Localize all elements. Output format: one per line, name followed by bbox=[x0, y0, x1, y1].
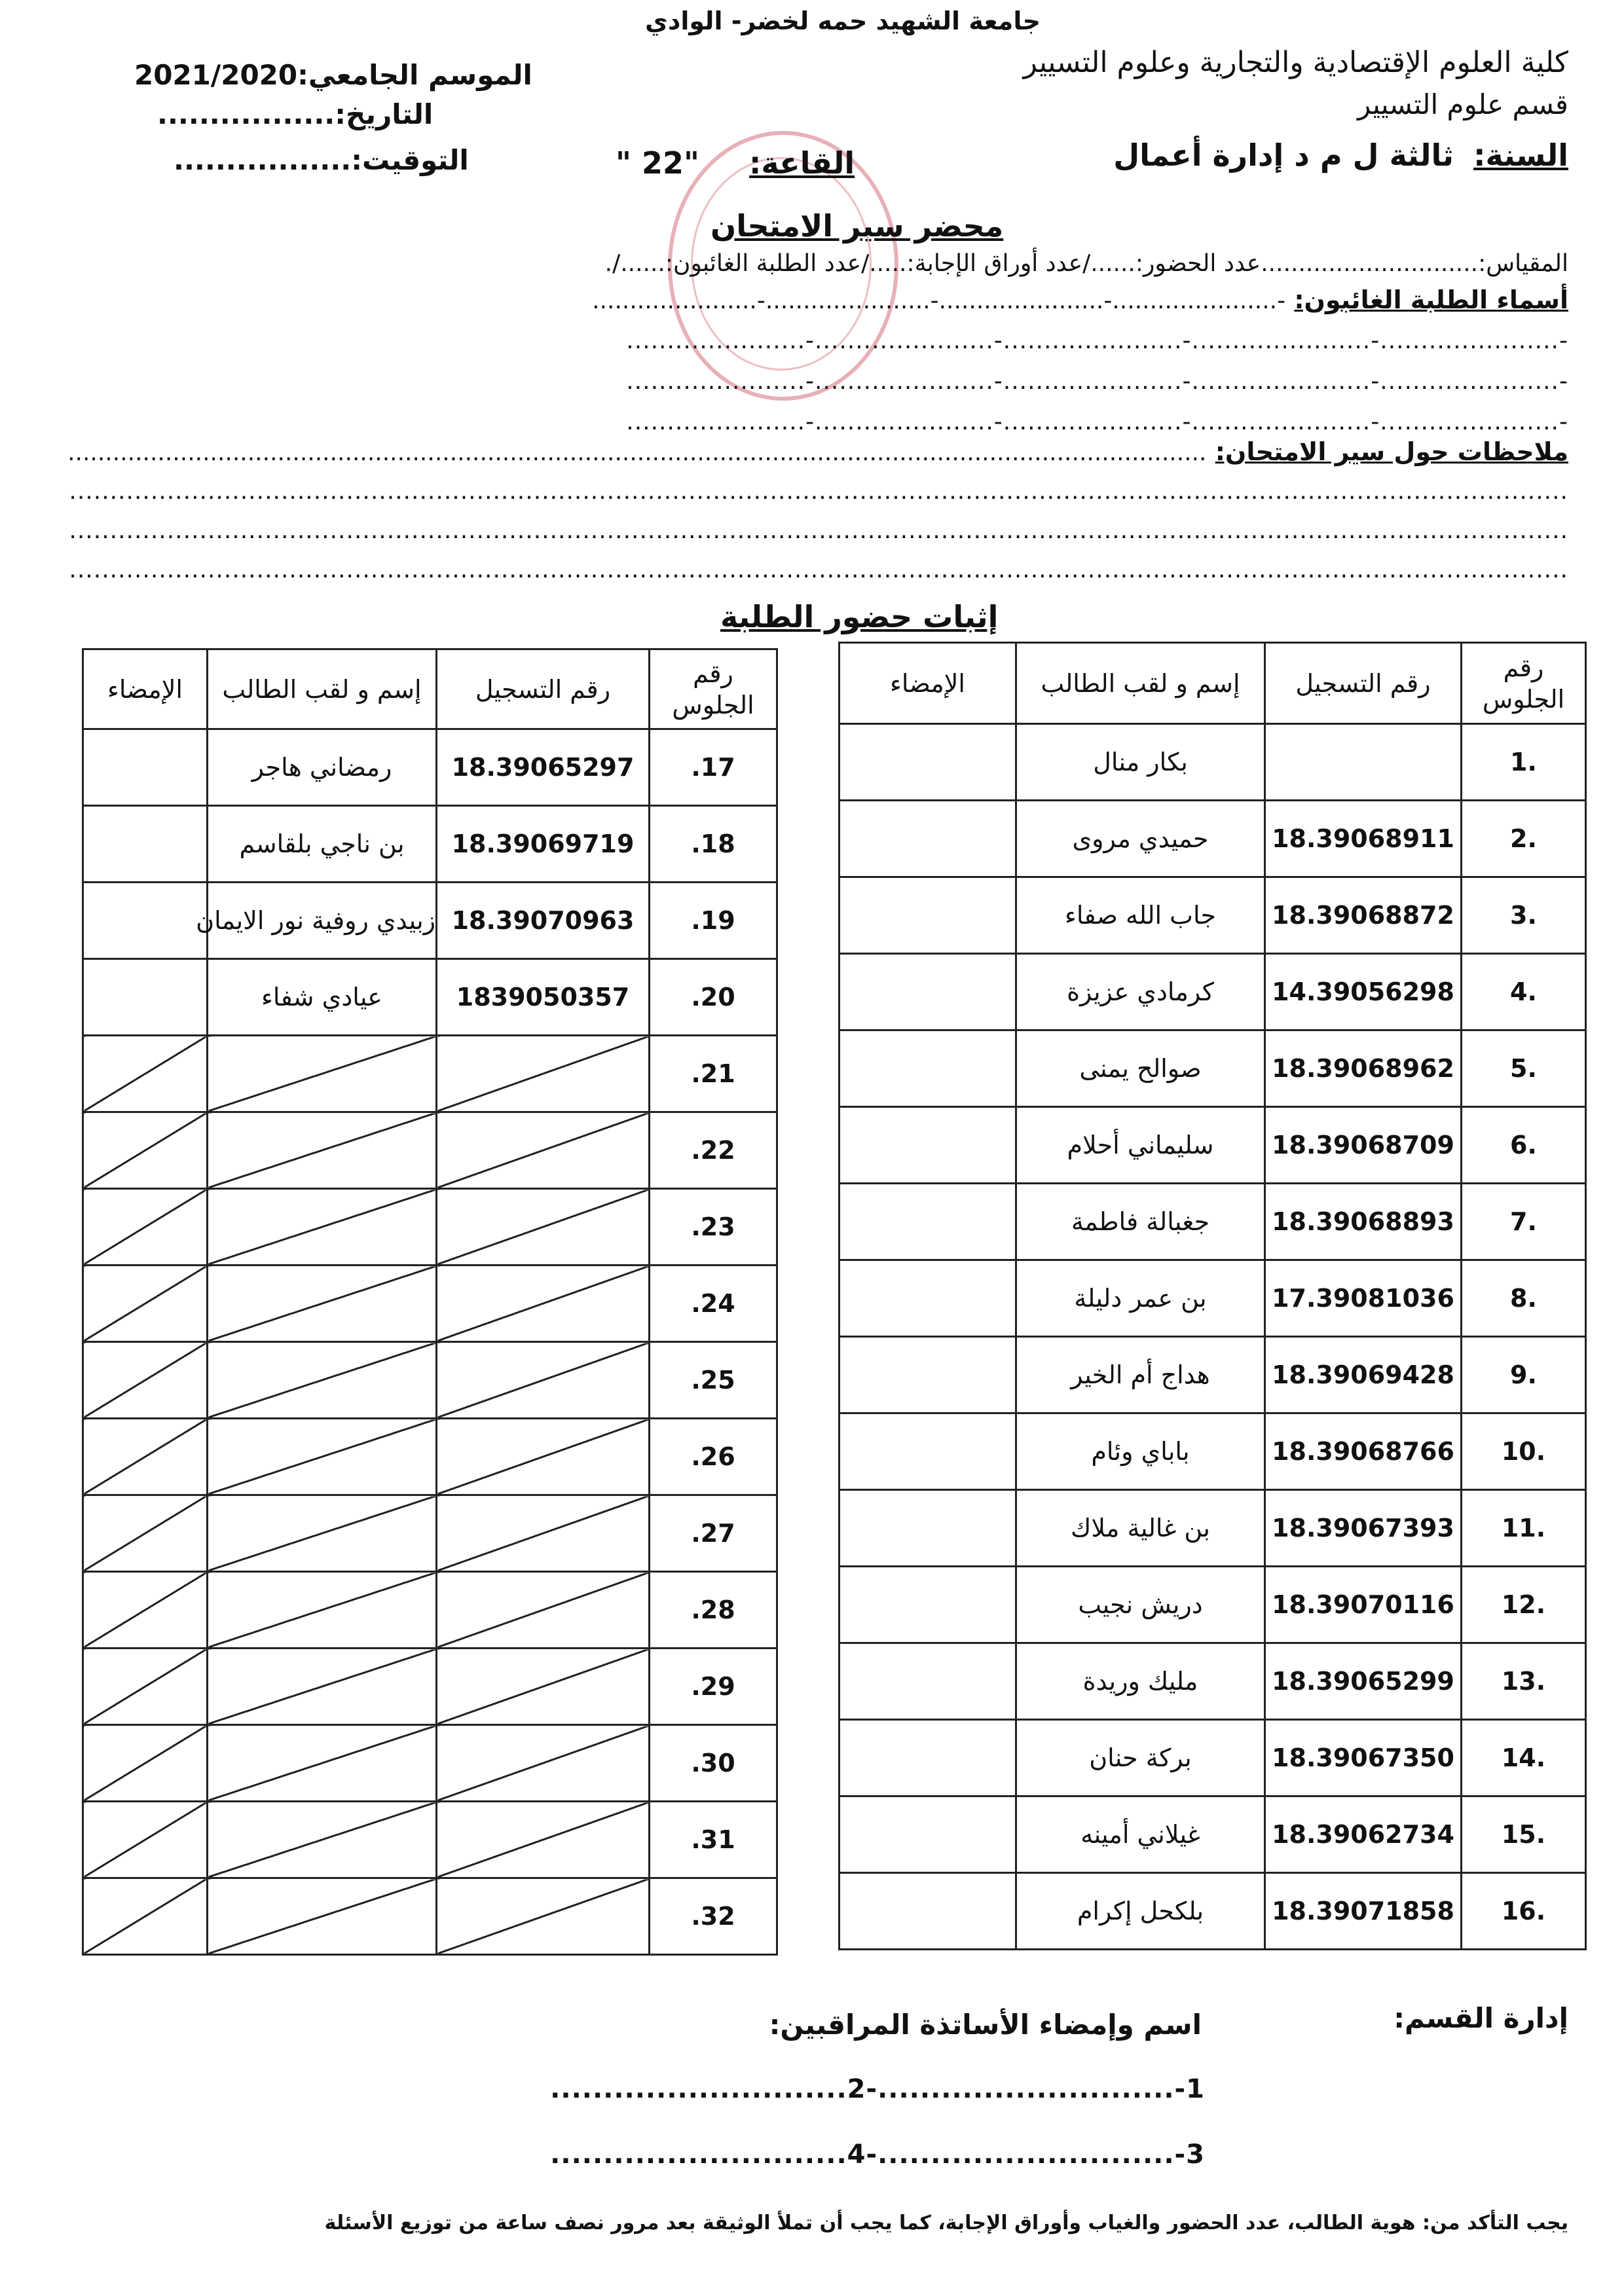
seat-number: 8. bbox=[1462, 1260, 1586, 1337]
notes-row bbox=[67, 437, 1568, 466]
seat-number: 16. bbox=[1462, 1873, 1586, 1950]
signature-cell bbox=[83, 1112, 208, 1189]
signature-cell bbox=[840, 1030, 1016, 1107]
table-row bbox=[83, 1572, 777, 1649]
table-row bbox=[83, 806, 777, 883]
student-name: سليماني أحلام bbox=[1016, 1107, 1265, 1184]
absent-dots-3: -......................-......................-......................-......................-...................... bbox=[626, 368, 1568, 395]
seat-number: .19 bbox=[650, 883, 777, 959]
seat-number: 5. bbox=[1462, 1030, 1586, 1107]
registration-number bbox=[437, 1572, 650, 1649]
signature-cell bbox=[83, 883, 208, 959]
signature-cell bbox=[83, 806, 208, 883]
name-header: إسم و لقب الطالب bbox=[208, 649, 437, 729]
study-year bbox=[1113, 137, 1568, 173]
seat-number: 1. bbox=[1462, 724, 1586, 801]
table-row bbox=[83, 959, 777, 1036]
signature-cell bbox=[840, 1413, 1016, 1490]
table-row bbox=[840, 1796, 1586, 1873]
table-row bbox=[83, 1802, 777, 1878]
table-row bbox=[840, 724, 1586, 801]
seat-number: .27 bbox=[650, 1495, 777, 1572]
student-name: زبيدي روفية نور الايمان bbox=[208, 883, 437, 959]
signature-cell bbox=[840, 877, 1016, 954]
signature-cell bbox=[840, 801, 1016, 877]
registration-number: 18.39065297 bbox=[437, 729, 650, 806]
signature-cell bbox=[840, 1720, 1016, 1796]
student-name bbox=[208, 1419, 437, 1495]
registration-number: 18.39068962 bbox=[1265, 1030, 1462, 1107]
verification-note: يجب التأكد من: هوية الطالب، عدد الحضور والغياب وأوراق الإجابة، كما يجب أن تملأ الوثيقة بعد مرور نصف ساعة من توزيع الأسئلة bbox=[324, 2212, 1568, 2234]
student-name: بن غالية ملاك bbox=[1016, 1490, 1265, 1567]
absent-students-row bbox=[592, 285, 1568, 314]
seat-number: 11. bbox=[1462, 1490, 1586, 1567]
signature-cell bbox=[83, 1266, 208, 1342]
seat-number: 14. bbox=[1462, 1720, 1586, 1796]
student-name bbox=[208, 1572, 437, 1649]
seat-number: .32 bbox=[650, 1878, 777, 1955]
student-name: بن عمر دليلة bbox=[1016, 1260, 1265, 1337]
faculty-name: كلية العلوم الإقتصادية والتجارية وعلوم التسيير bbox=[1023, 46, 1568, 79]
registration-number: 18.39070116 bbox=[1265, 1567, 1462, 1643]
seat-number: .22 bbox=[650, 1112, 777, 1189]
registration-number: 1839050357 bbox=[437, 959, 650, 1036]
signature-cell bbox=[83, 1572, 208, 1649]
signature-cell bbox=[83, 1036, 208, 1112]
signature-cell bbox=[83, 1342, 208, 1419]
registration-number bbox=[437, 1189, 650, 1266]
seat-number: 7. bbox=[1462, 1184, 1586, 1260]
registration-number: 18.39068709 bbox=[1265, 1107, 1462, 1184]
table-row bbox=[840, 1413, 1586, 1490]
reg-header: رقم التسجيل bbox=[437, 649, 650, 729]
registration-number bbox=[437, 1266, 650, 1342]
seat-number: .26 bbox=[650, 1419, 777, 1495]
notes-dots-2: ........................................................................................................................................................................................ bbox=[69, 478, 1568, 505]
exam-date-field: التاريخ:................. bbox=[157, 98, 434, 130]
registration-number: 18.39068872 bbox=[1265, 877, 1462, 954]
seat-number: 13. bbox=[1462, 1643, 1586, 1720]
seat-number: 15. bbox=[1462, 1796, 1586, 1873]
registration-number: 18.39069719 bbox=[437, 806, 650, 883]
registration-number bbox=[437, 1419, 650, 1495]
seat-number: 3. bbox=[1462, 877, 1586, 954]
registration-number: 18.39068766 bbox=[1265, 1413, 1462, 1490]
registration-number bbox=[437, 1342, 650, 1419]
student-name bbox=[208, 1802, 437, 1878]
seat-number: 10. bbox=[1462, 1413, 1586, 1490]
student-name: عيادي شفاء bbox=[208, 959, 437, 1036]
counts-line: المقياس:.............................عدد الحضور:....../عدد أوراق الإجابة:...../عدد الطلبة الغائبون:....../. bbox=[604, 250, 1568, 277]
student-name: مليك وريدة bbox=[1016, 1643, 1265, 1720]
reg-header: رقم التسجيل bbox=[1265, 643, 1462, 724]
student-name: كرمادي عزيزة bbox=[1016, 954, 1265, 1030]
table-row bbox=[840, 1720, 1586, 1796]
registration-number bbox=[437, 1112, 650, 1189]
exam-hall bbox=[616, 145, 855, 181]
hall-value: "22 " bbox=[616, 145, 699, 181]
seat-number: .30 bbox=[650, 1725, 777, 1802]
seat-number: 12. bbox=[1462, 1567, 1586, 1643]
student-name: جاب الله صفاء bbox=[1016, 877, 1265, 954]
table-row bbox=[840, 1184, 1586, 1260]
seat-number: .31 bbox=[650, 1802, 777, 1878]
absent-dots-4: -......................-......................-......................-......................-...................... bbox=[626, 409, 1568, 435]
signature-cell bbox=[840, 1184, 1016, 1260]
registration-number bbox=[437, 1495, 650, 1572]
student-name: جغبالة فاطمة bbox=[1016, 1184, 1265, 1260]
table-row bbox=[840, 1260, 1586, 1337]
sign-header: الإمضاء bbox=[83, 649, 208, 729]
seat-number: .17 bbox=[650, 729, 777, 806]
registration-number bbox=[1265, 724, 1462, 801]
student-name bbox=[208, 1036, 437, 1112]
department-admin-label: إدارة القسم: bbox=[1393, 2002, 1568, 2034]
seat-number: 9. bbox=[1462, 1337, 1586, 1413]
seat-number: 4. bbox=[1462, 954, 1586, 1030]
seat-number: .24 bbox=[650, 1266, 777, 1342]
signature-cell bbox=[83, 1802, 208, 1878]
registration-number: 18.39068911 bbox=[1265, 801, 1462, 877]
registration-number: 18.39062734 bbox=[1265, 1796, 1462, 1873]
signature-cell bbox=[83, 959, 208, 1036]
sign-header: الإمضاء bbox=[840, 643, 1016, 724]
notes-dots-1: ........................................................................................................................................................ bbox=[67, 439, 1207, 466]
signature-cell bbox=[840, 954, 1016, 1030]
student-name bbox=[208, 1342, 437, 1419]
table-row bbox=[840, 1337, 1586, 1413]
seat-number: .20 bbox=[650, 959, 777, 1036]
seat-number: .18 bbox=[650, 806, 777, 883]
table-row bbox=[83, 883, 777, 959]
department-name: قسم علوم التسيير bbox=[1357, 88, 1568, 120]
table-row bbox=[840, 954, 1586, 1030]
signature-cell bbox=[840, 1873, 1016, 1950]
registration-number: 18.39069428 bbox=[1265, 1337, 1462, 1413]
seat-number: 2. bbox=[1462, 801, 1586, 877]
table-row bbox=[83, 1649, 777, 1725]
registration-number bbox=[437, 1878, 650, 1955]
table-row bbox=[840, 1567, 1586, 1643]
signature-cell bbox=[83, 1189, 208, 1266]
table-row bbox=[83, 1878, 777, 1955]
registration-number: 18.39068893 bbox=[1265, 1184, 1462, 1260]
student-name: بن ناجي بلقاسم bbox=[208, 806, 437, 883]
table-row bbox=[83, 1495, 777, 1572]
student-name bbox=[208, 1266, 437, 1342]
table-row bbox=[83, 1189, 777, 1266]
supervisor-signatures-3-4: 3-............................-4............................ bbox=[550, 2140, 1205, 2170]
table-row bbox=[83, 1419, 777, 1495]
year-label: السنة: bbox=[1473, 137, 1568, 173]
signature-cell bbox=[840, 1567, 1016, 1643]
student-name bbox=[208, 1495, 437, 1572]
registration-number: 18.39070963 bbox=[437, 883, 650, 959]
name-header: إسم و لقب الطالب bbox=[1016, 643, 1265, 724]
student-name: رمضاني هاجر bbox=[208, 729, 437, 806]
attendance-table-right bbox=[838, 642, 1587, 1950]
university-name: جامعة الشهيد حمه لخضر- الوادي bbox=[645, 7, 1041, 35]
student-name bbox=[208, 1649, 437, 1725]
report-title: محضر سير الامتحان bbox=[710, 208, 1004, 244]
signature-cell bbox=[83, 1649, 208, 1725]
signature-cell bbox=[840, 724, 1016, 801]
registration-number: 18.39065299 bbox=[1265, 1643, 1462, 1720]
student-name: غيلاني أمينه bbox=[1016, 1796, 1265, 1873]
signature-cell bbox=[840, 1107, 1016, 1184]
registration-number bbox=[437, 1649, 650, 1725]
signature-cell bbox=[840, 1796, 1016, 1873]
table-row bbox=[83, 1266, 777, 1342]
seat-header: رقم الجلوس bbox=[1462, 643, 1586, 724]
registration-number bbox=[437, 1725, 650, 1802]
attendance-table-left bbox=[82, 648, 778, 1956]
table-row bbox=[840, 1873, 1586, 1950]
signature-cell bbox=[83, 1419, 208, 1495]
table-row bbox=[83, 1036, 777, 1112]
registration-number: 18.39071858 bbox=[1265, 1873, 1462, 1950]
student-name: بركة حنان bbox=[1016, 1720, 1265, 1796]
registration-number: 18.39067350 bbox=[1265, 1720, 1462, 1796]
student-name bbox=[208, 1725, 437, 1802]
supervisors-label: اسم وإمضاء الأساتذة المراقبين: bbox=[769, 2009, 1202, 2041]
table-row bbox=[83, 1725, 777, 1802]
signature-cell bbox=[83, 1878, 208, 1955]
seat-number: 6. bbox=[1462, 1107, 1586, 1184]
supervisor-signatures-1-2: 1-............................-2............................ bbox=[550, 2074, 1205, 2104]
attendance-title: إثبات حضور الطلبة bbox=[720, 599, 999, 634]
table-row bbox=[840, 877, 1586, 954]
table-row bbox=[840, 1030, 1586, 1107]
registration-number: 18.39067393 bbox=[1265, 1490, 1462, 1567]
registration-number bbox=[437, 1036, 650, 1112]
student-name: صوالح يمنى bbox=[1016, 1030, 1265, 1107]
signature-cell bbox=[83, 729, 208, 806]
student-name bbox=[208, 1189, 437, 1266]
table-row bbox=[840, 1643, 1586, 1720]
absent-label: أسماء الطلبة الغائبون: bbox=[1294, 285, 1568, 314]
student-name bbox=[208, 1878, 437, 1955]
table-row bbox=[840, 801, 1586, 877]
table-row bbox=[83, 1112, 777, 1189]
signature-cell bbox=[83, 1725, 208, 1802]
seat-number: .23 bbox=[650, 1189, 777, 1266]
absent-dots-1: -......................-......................-......................-...................... bbox=[592, 287, 1286, 314]
notes-dots-4: ........................................................................................................................................................................................ bbox=[69, 556, 1568, 583]
student-name bbox=[208, 1112, 437, 1189]
seat-number: .21 bbox=[650, 1036, 777, 1112]
student-name: حميدي مروى bbox=[1016, 801, 1265, 877]
registration-number: 17.39081036 bbox=[1265, 1260, 1462, 1337]
student-name: باباي وئام bbox=[1016, 1413, 1265, 1490]
academic-season: الموسم الجامعي:2021/2020 bbox=[134, 59, 532, 91]
signature-cell bbox=[840, 1490, 1016, 1567]
exam-time-field: التوقيت:................. bbox=[174, 144, 469, 176]
year-value: ثالثة ل م د إدارة أعمال bbox=[1113, 137, 1454, 173]
hall-label: القاعة: bbox=[748, 145, 855, 181]
notes-dots-3: ........................................................................................................................................................................................ bbox=[69, 517, 1568, 544]
seat-header: رقم الجلوس bbox=[650, 649, 777, 729]
table-row bbox=[83, 1342, 777, 1419]
student-name: دريش نجيب bbox=[1016, 1567, 1265, 1643]
seat-number: .25 bbox=[650, 1342, 777, 1419]
student-name: بكار منال bbox=[1016, 724, 1265, 801]
notes-label: ملاحظات حول سير الامتحان: bbox=[1215, 437, 1568, 466]
table-row bbox=[840, 1107, 1586, 1184]
table-row bbox=[83, 729, 777, 806]
signature-cell bbox=[840, 1337, 1016, 1413]
signature-cell bbox=[840, 1643, 1016, 1720]
student-name: هداج أم الخير bbox=[1016, 1337, 1265, 1413]
absent-dots-2: -......................-......................-......................-......................-...................... bbox=[626, 327, 1568, 354]
seat-number: .28 bbox=[650, 1572, 777, 1649]
seat-number: .29 bbox=[650, 1649, 777, 1725]
table-row bbox=[840, 1490, 1586, 1567]
registration-number bbox=[437, 1802, 650, 1878]
registration-number: 14.39056298 bbox=[1265, 954, 1462, 1030]
signature-cell bbox=[83, 1495, 208, 1572]
student-name: بلكحل إكرام bbox=[1016, 1873, 1265, 1950]
signature-cell bbox=[840, 1260, 1016, 1337]
